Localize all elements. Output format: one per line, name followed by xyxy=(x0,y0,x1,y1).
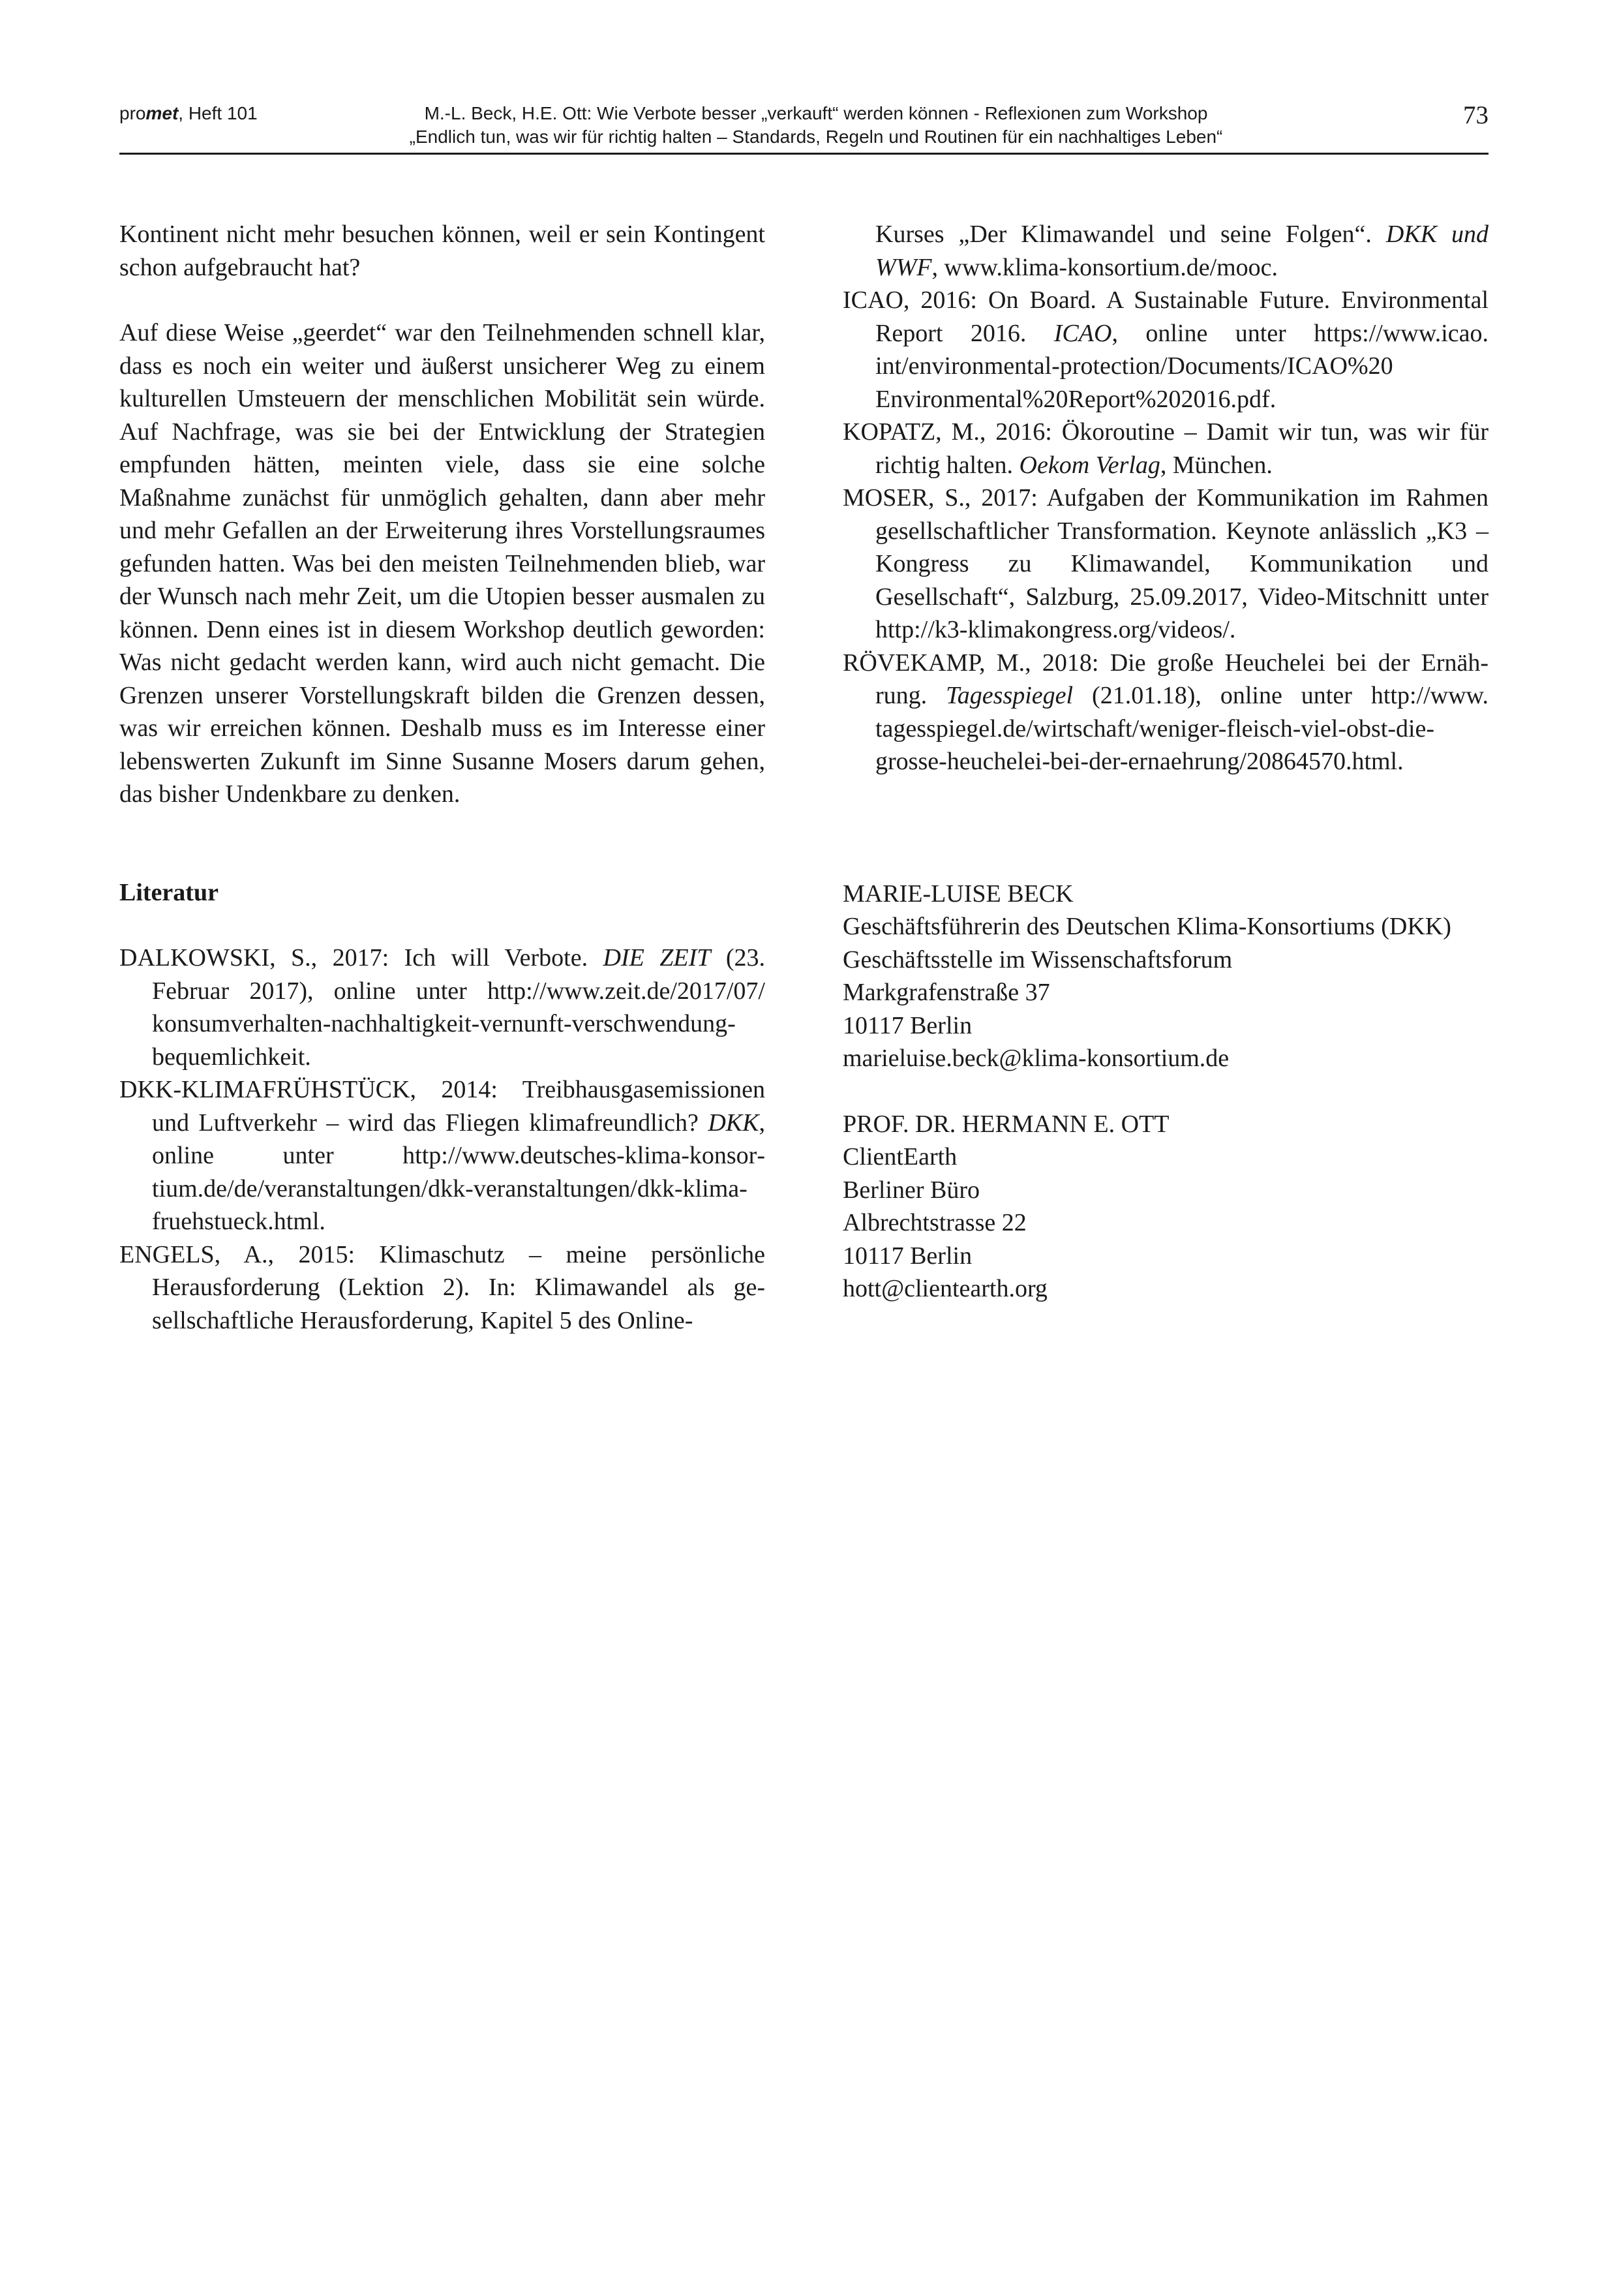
author-city: 10117 Berlin xyxy=(843,1242,973,1270)
reference-text: Kurses „Der Klimawandel und seine Folgen“. xyxy=(875,221,1386,248)
reference-entry xyxy=(843,482,1489,647)
left-column xyxy=(119,218,765,1337)
running-title-line-1: M.-L. Beck, H.E. Ott: Wie Verbote besser „verkauft“ werden können - Reflexionen zum Workshop xyxy=(424,103,1208,123)
reference-text: ENGELS, A., 2015: Klimaschutz – meine persönliche Herausforderung (Lektion 2). In: Klimawandel als gesellschaftliche Herausforderung, Kapitel 5 des Online- xyxy=(119,1240,765,1334)
reference-source: DIE ZEIT xyxy=(603,944,711,972)
author-role: Geschäftsführerin des Deutschen Klima-Konsortiums (DKK) xyxy=(843,913,1451,940)
reference-text: , München. xyxy=(1160,451,1273,479)
journal-issue-label xyxy=(119,102,258,125)
reference-source: Tagesspiegel xyxy=(946,682,1074,709)
right-column xyxy=(843,218,1489,1306)
reference-entry xyxy=(119,941,765,1073)
author-address-block xyxy=(843,1108,1489,1306)
reference-text: KOPATZ, M., 2016: Ökoroutine – Damit wir tun, was wir für richtig halten. xyxy=(843,418,1489,479)
author-name: PROF. DR. HERMANN E. OTT xyxy=(843,1110,1170,1138)
reference-text: MOSER, S., 2017: Aufgaben der Kommunikation im Rahmen gesellschaftlicher Transformation. Keynote anlässlich „K3 – Kongress zu Klimawandel, Kommunikation und Gesellschaft“, Salzburg, 25.09.2017, Video-Mitschnitt unter http://k3-klimakongress.org/videos/. xyxy=(843,484,1489,643)
journal-name-emphasis: met xyxy=(145,103,179,123)
running-title-line-2: „Endlich tun, was wir für richtig halten – Standards, Regeln und Routinen für ein nachhaltiges Leben“ xyxy=(409,127,1223,147)
reference-entry xyxy=(119,1238,765,1338)
reference-text: ICAO, 2016: On Board. A Sustainable Future. Environmental Report 2016. xyxy=(843,286,1489,347)
author-city: 10117 Berlin xyxy=(843,1011,973,1039)
author-office: Berliner Büro xyxy=(843,1176,980,1204)
journal-name-prefix: pro xyxy=(119,103,146,123)
author-organization: ClientEarth xyxy=(843,1143,958,1171)
body-paragraph-continuation: Kontinent nicht mehr besuchen können, weil er sein Kontingent schon aufgebraucht hat? xyxy=(119,221,765,281)
reference-source: DKK xyxy=(708,1109,759,1137)
page-number: 73 xyxy=(1463,101,1489,129)
section-spacer xyxy=(119,811,765,876)
reference-entry xyxy=(119,1073,765,1238)
section-spacer xyxy=(843,778,1489,878)
body-paragraph: Auf diese Weise „geerdet“ war den Teilnehmenden schnell klar, dass es noch ein weiter und äußerst unsicherer Weg zu einem kulturellen Umsteuern der menschlichen Mobilität sein würde. Auf Nachfrage, was sie bei der Entwicklung der Strategien empfunden hätten, meinten viele, dass sie eine solche Maßnahme zunächst für unmöglich gehalten, dann aber mehr und mehr Gefallen an der Erweiterung ihres Vorstellungsraumes gefunden hatten. Was bei den meisten Teilnehmenden blieb, war der Wunsch nach mehr Zeit, um die Utopien besser ausmalen zu können. Denn eines ist in diesem Workshop deutlich geworden: Was nicht gedacht werden kann, wird auch nicht gemacht. Die Grenzen unserer Vorstellungskraft bilden die Grenzen dessen, was wir erreichen können. Deshalb muss es im Interesse einer lebenswerten Zukunft im Sinne Susanne Mosers darum gehen, das bisher Undenkbare zu denken. xyxy=(119,319,765,808)
running-title xyxy=(376,102,1256,149)
reference-source: Oekom Verlag xyxy=(1019,451,1160,479)
author-email: marieluise.beck@klima-konsortium.de xyxy=(843,1045,1230,1072)
reference-source: ICAO xyxy=(1053,319,1112,347)
author-street: Albrechtstrasse 22 xyxy=(843,1209,1027,1236)
issue-number: , Heft 101 xyxy=(178,103,258,123)
paragraph-spacer xyxy=(119,284,765,316)
reference-text: , online unter http://www.deutsches-klima-konsortium.de/de/veranstaltungen/dkk-veranstaltungen/dkk-klima-fruehstueck.html. xyxy=(152,1109,765,1235)
reference-entry xyxy=(843,416,1489,482)
reference-text: , online unter https://www.icao. int/environmental-protection/Documents/ICAO%20 Environmental%20Report%202016.pdf. xyxy=(875,319,1489,413)
author-address-block xyxy=(843,878,1489,1075)
reference-text: (21.01.18), online unter http://www. tagesspiegel.de/wirtschaft/weniger-fleisch-viel-obst-die-grosse-heuchelei-bei-der-ernaehrung/20864570.html. xyxy=(875,682,1489,775)
address-spacer xyxy=(843,1075,1489,1108)
author-street: Markgrafenstraße 37 xyxy=(843,979,1050,1006)
reference-source: DKK und WWF xyxy=(875,221,1489,281)
author-email: hott@clientearth.org xyxy=(843,1275,1048,1302)
reference-entry-continuation xyxy=(843,218,1489,284)
author-office: Geschäftsstelle im Wissenschaftsforum xyxy=(843,945,1233,973)
reference-entry xyxy=(843,647,1489,778)
header-rule xyxy=(119,153,1489,155)
reference-text: RÖVEKAMP, M., 2018: Die große Heuchelei bei der Ernährung. xyxy=(843,649,1489,709)
references-heading: Literatur xyxy=(119,878,219,906)
reference-text: , www.klima-konsortium.de/mooc. xyxy=(931,253,1278,281)
reference-text: (23. Februar 2017), online unter http://www.zeit.de/2017/07/ konsumverhalten-nachhaltigkeit-vernunft-verschwendung-bequemlichkeit. xyxy=(152,944,765,1071)
heading-spacer xyxy=(119,909,765,941)
author-name: MARIE-LUISE BECK xyxy=(843,880,1074,908)
reference-entry xyxy=(843,284,1489,416)
reference-text: DKK-KLIMAFRÜHSTÜCK, 2014: Treibhausgasemissionen und Luftverkehr – wird das Fliegen klimafreundlich? xyxy=(119,1076,765,1137)
reference-text: DALKOWSKI, S., 2017: Ich will Verbote. xyxy=(119,944,603,972)
